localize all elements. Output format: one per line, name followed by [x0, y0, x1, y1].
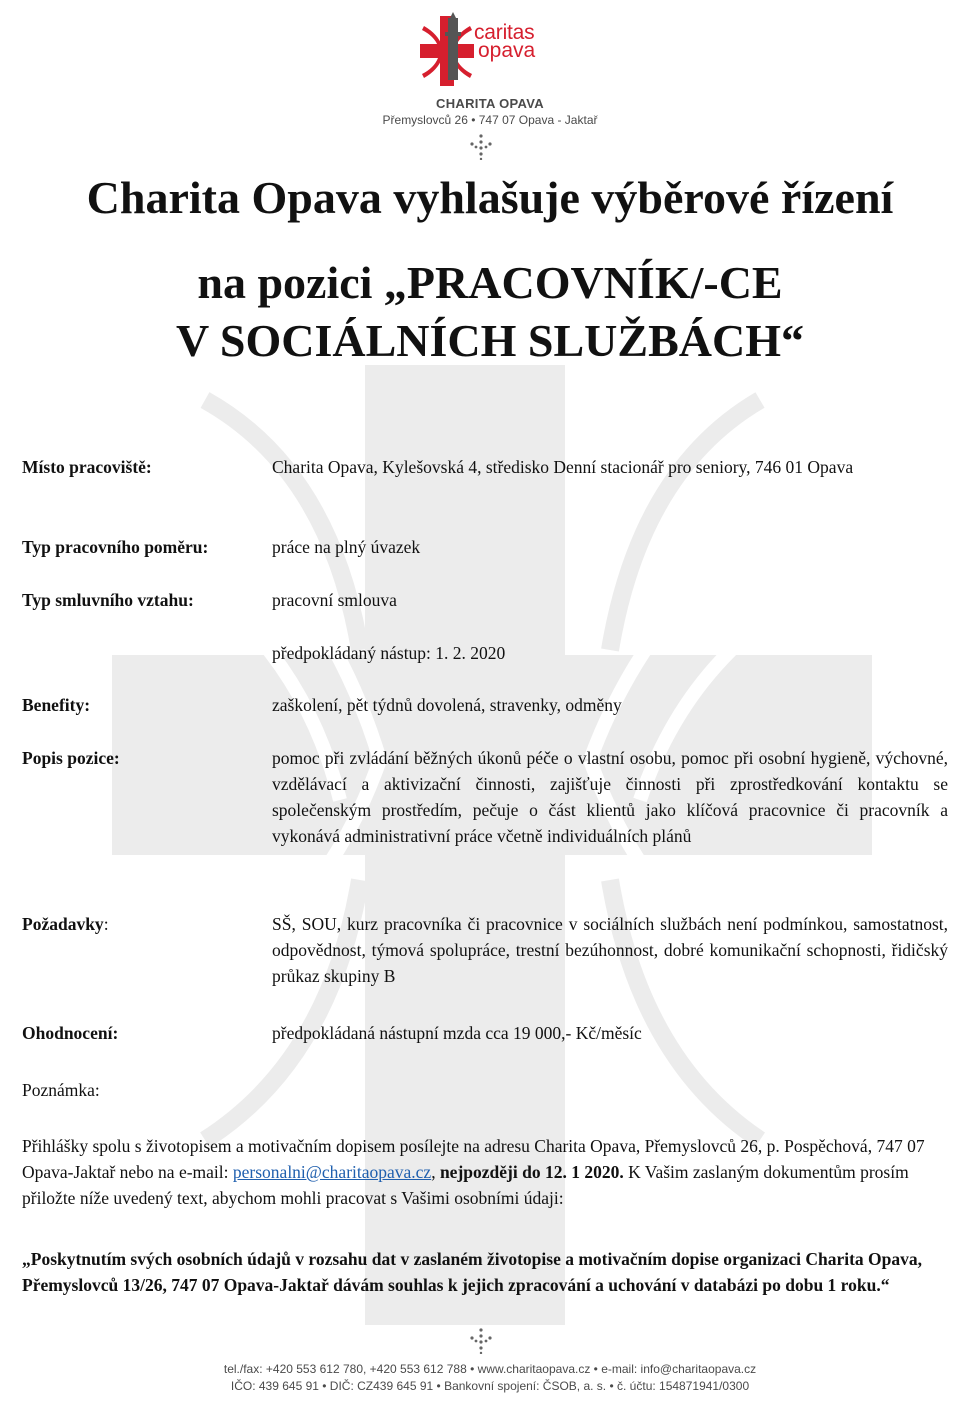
popis-value: pomoc při zvládání běžných úkonů péče o vlastní osobu, pomoc při osobní hygieně, výchovné, vzdělávací a aktivizační činnosti, zajišťuje činnosti při zprostředkování kontaktu se společenským prostředím, pečuje o část klientů jako klíčová pracovnice či pracovník a vykonává administrativní práce včetně individuálních plánů: [272, 748, 948, 846]
pozadavky-label: [22, 911, 109, 937]
typ-pomeru-label: Typ pracovního poměru:: [22, 537, 209, 557]
typ-pomeru-value: práce na plný úvazek: [272, 537, 421, 557]
misto-value: Charita Opava, Kylešovská 4, středisko Denní stacionář pro seniory, 746 01 Opava: [272, 457, 854, 477]
benefity-value: zaškolení, pět týdnů dovolená, stravenky, odměny: [272, 695, 622, 715]
position-title: [0, 254, 980, 370]
position-title-line1: na pozici „PRACOVNÍK/-CE: [197, 257, 783, 308]
ohodnoceni-label: Ohodnocení:: [22, 1023, 119, 1043]
pozadavky-label-colon: :: [103, 914, 109, 934]
dots-divider-icon: [468, 134, 494, 160]
benefity-label: Benefity:: [22, 695, 91, 715]
page-title: Charita Opava vyhlašuje výběrové řízení: [86, 172, 894, 223]
pozadavky-value: SŠ, SOU, kurz pracovníka či pracovnice v sociálních službách není podmínkou, samostatnost, odpovědnost, týmová spolupráce, trestní bezúhonnost, dobré komunikační schopnosti, řidičský průkaz skupiny B: [272, 914, 948, 986]
position-title-line2: V SOCIÁLNÍCH SLUŽBÁCH“: [176, 315, 804, 366]
instructions-part1: Přihlášky spolu s životopisem a motivačním dopisem posílejte na adresu Charita Opava, Přemyslovců 26, p. Pospěchová, 747 07 Opava-Jaktař nebo na e-mail:: [22, 1136, 925, 1182]
typ-vztahu-label: Typ smluvního vztahu:: [22, 590, 194, 610]
email-link[interactable]: personalni@charitaopava.cz: [232, 1162, 432, 1182]
org-address: Přemyslovců 26 • 747 07 Opava - Jaktař: [382, 113, 598, 127]
instructions-part3: K Vašim zaslaným dokumentům prosím přiložte níže uvedený text, abychom mohli pracovat s Vašimi osobními údaji:: [22, 1162, 909, 1208]
logo-wordmark: [474, 21, 536, 62]
nastup-value: předpokládaný nástup: 1. 2. 2020: [272, 643, 506, 663]
misto-label: Místo pracoviště:: [22, 457, 152, 477]
ohodnoceni-value: předpokládaná nástupní mzda cca 19 000,- Kč/měsíc: [272, 1023, 642, 1043]
deadline-text: nejpozději do 12. 1 2020.: [439, 1162, 624, 1182]
logo-line1: caritas: [474, 21, 535, 44]
popis-label: Popis pozice:: [22, 748, 120, 768]
footer-contact: tel./fax: +420 553 612 780, +420 553 612 788 • www.charitaopava.cz • e-mail: info@charitaopava.cz: [223, 1362, 757, 1376]
logo-line2: opava: [478, 39, 536, 62]
typ-vztahu-value: pracovní smlouva: [272, 590, 397, 610]
dots-divider-icon: [468, 1328, 494, 1354]
footer-bank: IČO: 439 645 91 • DIČ: CZ439 645 91 • Bankovní spojení: ČSOB, a. s. • č. účtu: 154871941/0300: [230, 1379, 750, 1393]
org-name: CHARITA OPAVA: [436, 96, 544, 111]
pozadavky-label-text: Požadavky: [22, 914, 104, 934]
instructions-part2: ,: [431, 1162, 440, 1182]
application-instructions: [22, 1133, 950, 1211]
note-label: Poznámka:: [22, 1080, 100, 1100]
consent-statement: „Poskytnutím svých osobních údajů v rozsahu dat v zaslaném životopise a motivačním dopise organizaci Charita Opava, Přemyslovců 13/26, 747 07 Opava-Jaktař dávám souhlas k jejich zpracování a uchování v databázi po dobu 1 roku.“: [22, 1249, 923, 1295]
